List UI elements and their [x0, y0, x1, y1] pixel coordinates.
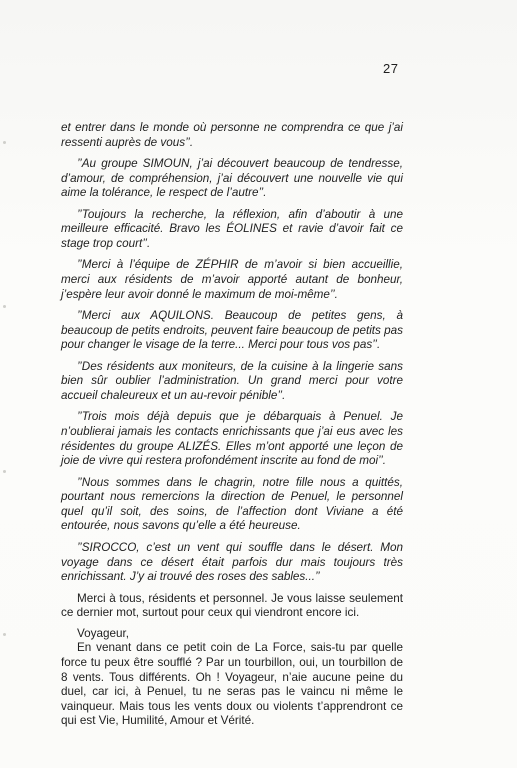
quote-zephir: ’’Merci à l’équipe de ZÉPHIR de m’avoir si bien accueillie, merci aux résidents de m’avoir apporté autant de bonheur, j’espère leur avoir donné le maximum de moi-même’’. [61, 258, 403, 301]
binding-mark [3, 141, 6, 144]
paragraph-continuation: et entrer dans le monde où personne ne comprendra ce que j’ai ressenti auprès de vous’’. [61, 121, 403, 149]
quote-alizes: ’’Trois mois déjà depuis que je débarquais à Penuel. Je n’oublierai jamais les contacts enrichissants que j’ai eus avec les résidentes du groupe ALIZÉS. Elles m’ont apporté une leçon de joie de vivre qui restera profondément inscrite au fond de moi’’. [61, 410, 403, 468]
quote-moniteurs: ’’Des résidents aux moniteurs, de la cuisine à la lingerie sans bien sûr oublier l’administration. Un grand merci pour votre accueil chaleureux et un au-revoir pénible’’. [61, 359, 403, 402]
quote-aquilons: ’’Merci aux AQUILONS. Beaucoup de petites gens, à beaucoup de petits endroits, peuvent faire beaucoup de petits pas pour changer le visage de la terre... Merci pour tous vos pas’’. [61, 309, 403, 352]
binding-mark [3, 305, 6, 308]
closing-paragraph: En venant dans ce petit coin de La Force, sais-tu par quelle force tu peux être soufflé ? Par un tourbillon, oui, un tourbillon de 8 vents. Tous différents. Oh ! Voyageur, n’aie aucune peine du duel, car ici, à Penuel, tu ne seras pas le vaincu ni même le vainqueur. Mais tous les vents doux ou violents t’apprendront ce qui est Vie, Humilité, Amour et Vérité. [61, 641, 403, 728]
quote-viviane: ’’Nous sommes dans le chagrin, notre fille nous a quittés, pourtant nous remercions la direction de Penuel, le personnel quel qu’il soit, des soins, de l’affection dont Viviane a été entourée, nous savons qu’elle a été heureuse. [61, 475, 403, 533]
page-number: 27 [383, 61, 399, 76]
quote-sirocco: ’’SIROCCO, c’est un vent qui souffle dans le désert. Mon voyage dans ce désert était parfois dur mais toujours très enrichissant. J’y ai trouvé des roses des sables...’’ [61, 540, 403, 584]
signoff-paragraph: Merci à tous, résidents et personnel. Je vous laisse seulement ce dernier mot, surtout pour ceux qui viendront encore ici. [61, 591, 403, 620]
binding-mark [3, 470, 6, 473]
quote-eolines: ’’Toujours la recherche, la réflexion, afin d’aboutir à une meilleure efficacité. Bravo les ÉOLINES et ravie d’avoir fait ce stage trop court’’. [61, 207, 403, 250]
body-text [61, 121, 403, 729]
quote-simoun: ’’Au groupe SIMOUN, j’ai découvert beaucoup de tendresse, d’amour, de compréhension, j’ai découvert une nouvelle vie qui aime la tolérance, le respect de l’autre’’. [61, 157, 403, 200]
binding-mark [3, 633, 6, 636]
voyageur-salutation: Voyageur, [77, 626, 129, 640]
